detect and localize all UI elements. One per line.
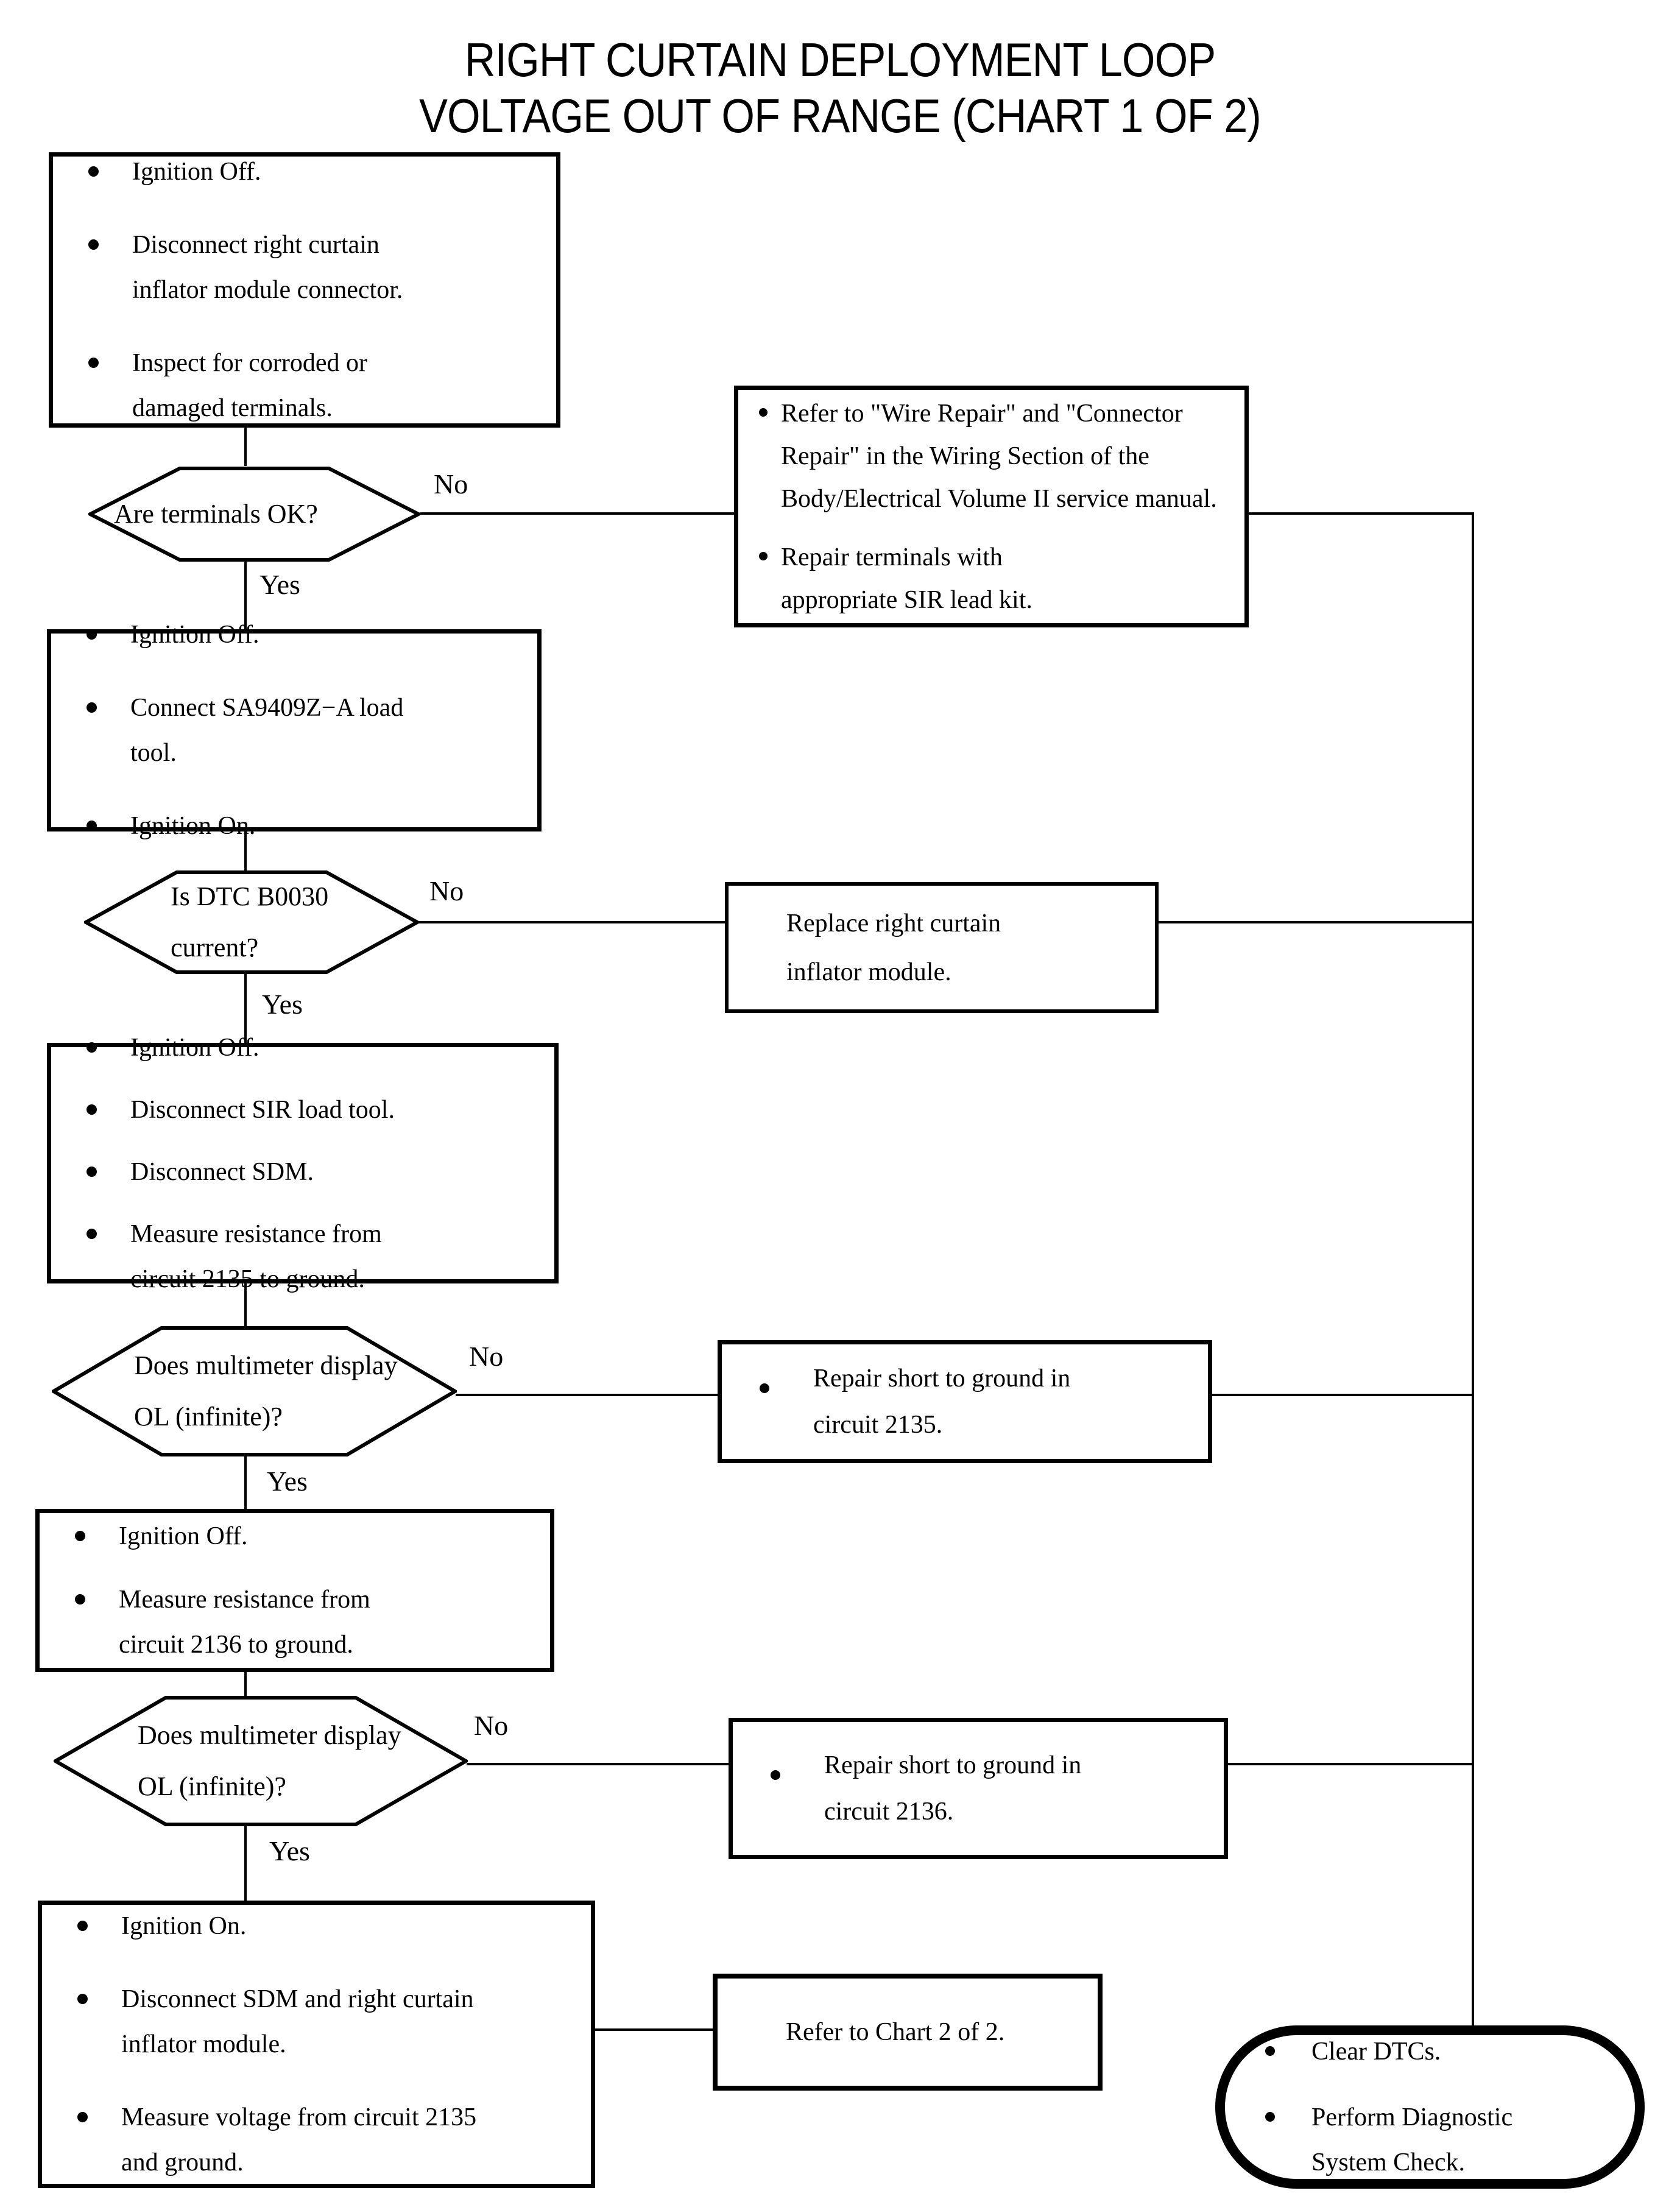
yes-label-4: Yes	[269, 1835, 310, 1866]
terminator-item-1: Clear DTCs.	[1311, 2038, 1441, 2066]
decision-ol-2136	[54, 1695, 468, 1827]
bullet-icon	[77, 2112, 88, 2122]
decision-ol-2136-text: Does multimeter display OL (infinite)?	[138, 1720, 401, 1801]
decision-dtc-b0030	[84, 870, 419, 975]
bullet-icon	[771, 1770, 780, 1780]
bullet-icon	[77, 1921, 88, 1931]
list-item	[40, 1577, 538, 1667]
decision-terminals-ok	[88, 466, 420, 562]
list-item	[42, 1977, 579, 2067]
bullet-icon	[75, 1531, 85, 1541]
list-item	[1225, 2029, 1635, 2074]
connector-decision3-to-step4	[244, 1456, 247, 1509]
action-repair-2136-box	[729, 1718, 1228, 1859]
connector-step5-to-chart	[594, 2028, 714, 2031]
list-item	[42, 2095, 579, 2185]
page-title-line2: VOLTAGE OUT OF RANGE (CHART 1 OF 2)	[419, 89, 1261, 143]
decision-ol-2135	[52, 1325, 457, 1458]
chart-ref-text: Refer to Chart 2 of 2.	[786, 2018, 1005, 2046]
bullet-icon	[86, 1042, 97, 1053]
step5-item-2: Disconnect SDM and right curtain inflator module.	[121, 1985, 474, 2058]
step2-box	[47, 621, 542, 840]
list-item	[51, 1212, 542, 1302]
wire-repair-item-2: Repair terminals with appropriate SIR lead kit.	[781, 543, 1032, 614]
step5-box	[38, 1901, 595, 2188]
yes-label-3: Yes	[267, 1466, 308, 1497]
step3-item-3: Disconnect SDM.	[130, 1157, 314, 1186]
terminator-clear-dtcs	[1215, 2025, 1645, 2189]
bullet-icon	[86, 821, 97, 831]
connector-step1-to-decision1	[244, 426, 247, 466]
bullet-icon	[759, 552, 768, 560]
bullet-icon	[760, 1383, 769, 1393]
wire-repair-item-1: Refer to "Wire Repair" and "Connector Repair" in the Wiring Section of the Body/Electrical Volume II service manual.	[781, 399, 1217, 513]
connector-no3-right	[1211, 1394, 1473, 1396]
bullet-icon	[88, 239, 99, 250]
yes-label-1: Yes	[259, 569, 300, 600]
connector-right-trunk	[1472, 512, 1474, 2027]
bullet-icon	[1265, 2046, 1275, 2056]
connector-no2-right	[1157, 921, 1473, 923]
action-repair-2135-box	[718, 1340, 1212, 1463]
connector-no4-left	[467, 1763, 730, 1765]
step1-box	[49, 152, 560, 428]
page-title	[84, 32, 1596, 144]
bullet-icon	[759, 408, 768, 417]
bullet-icon	[88, 358, 99, 368]
bullet-icon	[86, 702, 97, 713]
connector-no1-right	[1248, 512, 1473, 515]
no-label-3: No	[469, 1341, 504, 1372]
list-item	[40, 1514, 538, 1559]
bullet-icon	[1265, 2112, 1275, 2122]
step2-item-2: Connect SA9409Z−A load tool.	[130, 694, 404, 767]
action-chart-ref-box	[713, 1974, 1103, 2091]
repair-2136-text: Repair short to ground in circuit 2136.	[824, 1751, 1082, 1826]
step3-box	[47, 1033, 559, 1293]
step4-item-1: Ignition Off.	[119, 1522, 248, 1550]
connector-decision4-entry	[244, 1671, 247, 1696]
list-item	[51, 1087, 542, 1132]
list-item	[51, 803, 525, 849]
list-item	[51, 685, 525, 775]
step3-item-1: Ignition Off.	[130, 1033, 259, 1062]
repair-2135-text: Repair short to ground in circuit 2135.	[813, 1364, 1071, 1439]
list-item	[51, 1025, 542, 1070]
list-item	[738, 392, 1244, 520]
list-item	[51, 1149, 542, 1195]
list-item	[53, 341, 544, 431]
list-item	[1225, 2095, 1635, 2185]
decision-terminals-ok-text: Are terminals OK?	[114, 499, 318, 529]
list-item	[42, 1904, 579, 1949]
no-label-4: No	[474, 1710, 509, 1741]
step5-item-1: Ignition On.	[121, 1912, 247, 1940]
action-replace-module-box	[725, 882, 1159, 1013]
bullet-icon	[88, 166, 99, 177]
list-item	[738, 536, 1244, 621]
action-wire-repair-box	[734, 386, 1249, 627]
decision-ol-2135-text: Does multimeter display OL (infinite)?	[134, 1350, 398, 1432]
bullet-icon	[77, 1994, 88, 2004]
connector-no4-right	[1227, 1763, 1473, 1765]
yes-label-2: Yes	[262, 989, 303, 1020]
list-item	[53, 149, 544, 194]
step3-item-2: Disconnect SIR load tool.	[130, 1095, 395, 1124]
step3-item-4: Measure resistance from circuit 2135 to ground.	[130, 1220, 382, 1293]
step4-item-2: Measure resistance from circuit 2136 to ground.	[119, 1586, 370, 1659]
step4-box	[35, 1509, 554, 1672]
connector-decision4-to-step5	[244, 1826, 247, 1901]
step2-item-1: Ignition Off.	[130, 621, 259, 649]
bullet-icon	[86, 1104, 97, 1115]
bullet-icon	[86, 629, 97, 640]
replace-module-text: Replace right curtain inflator module.	[786, 909, 1001, 986]
bullet-icon	[86, 1229, 97, 1239]
step1-item-2: Disconnect right curtain inflator module connector.	[132, 231, 403, 304]
connector-no3-left	[456, 1394, 719, 1396]
no-label-2: No	[429, 875, 464, 906]
decision-dtc-b0030-text: Is DTC B0030 current?	[171, 881, 329, 962]
step5-item-3: Measure voltage from circuit 2135 and ground.	[121, 2103, 477, 2176]
page-title-line1: RIGHT CURTAIN DEPLOYMENT LOOP	[464, 33, 1216, 86]
bullet-icon	[86, 1167, 97, 1177]
step2-item-3: Ignition On.	[130, 812, 256, 840]
step1-item-1: Ignition Off.	[132, 158, 261, 186]
bullet-icon	[75, 1594, 85, 1605]
step1-item-3: Inspect for corroded or damaged terminals.	[132, 349, 367, 422]
terminator-item-2: Perform Diagnostic System Check.	[1311, 2103, 1513, 2176]
list-item	[53, 222, 544, 312]
connector-no1-left	[420, 512, 735, 515]
connector-no2-left	[418, 921, 726, 923]
list-item	[51, 612, 525, 657]
no-label-1: No	[434, 468, 468, 500]
